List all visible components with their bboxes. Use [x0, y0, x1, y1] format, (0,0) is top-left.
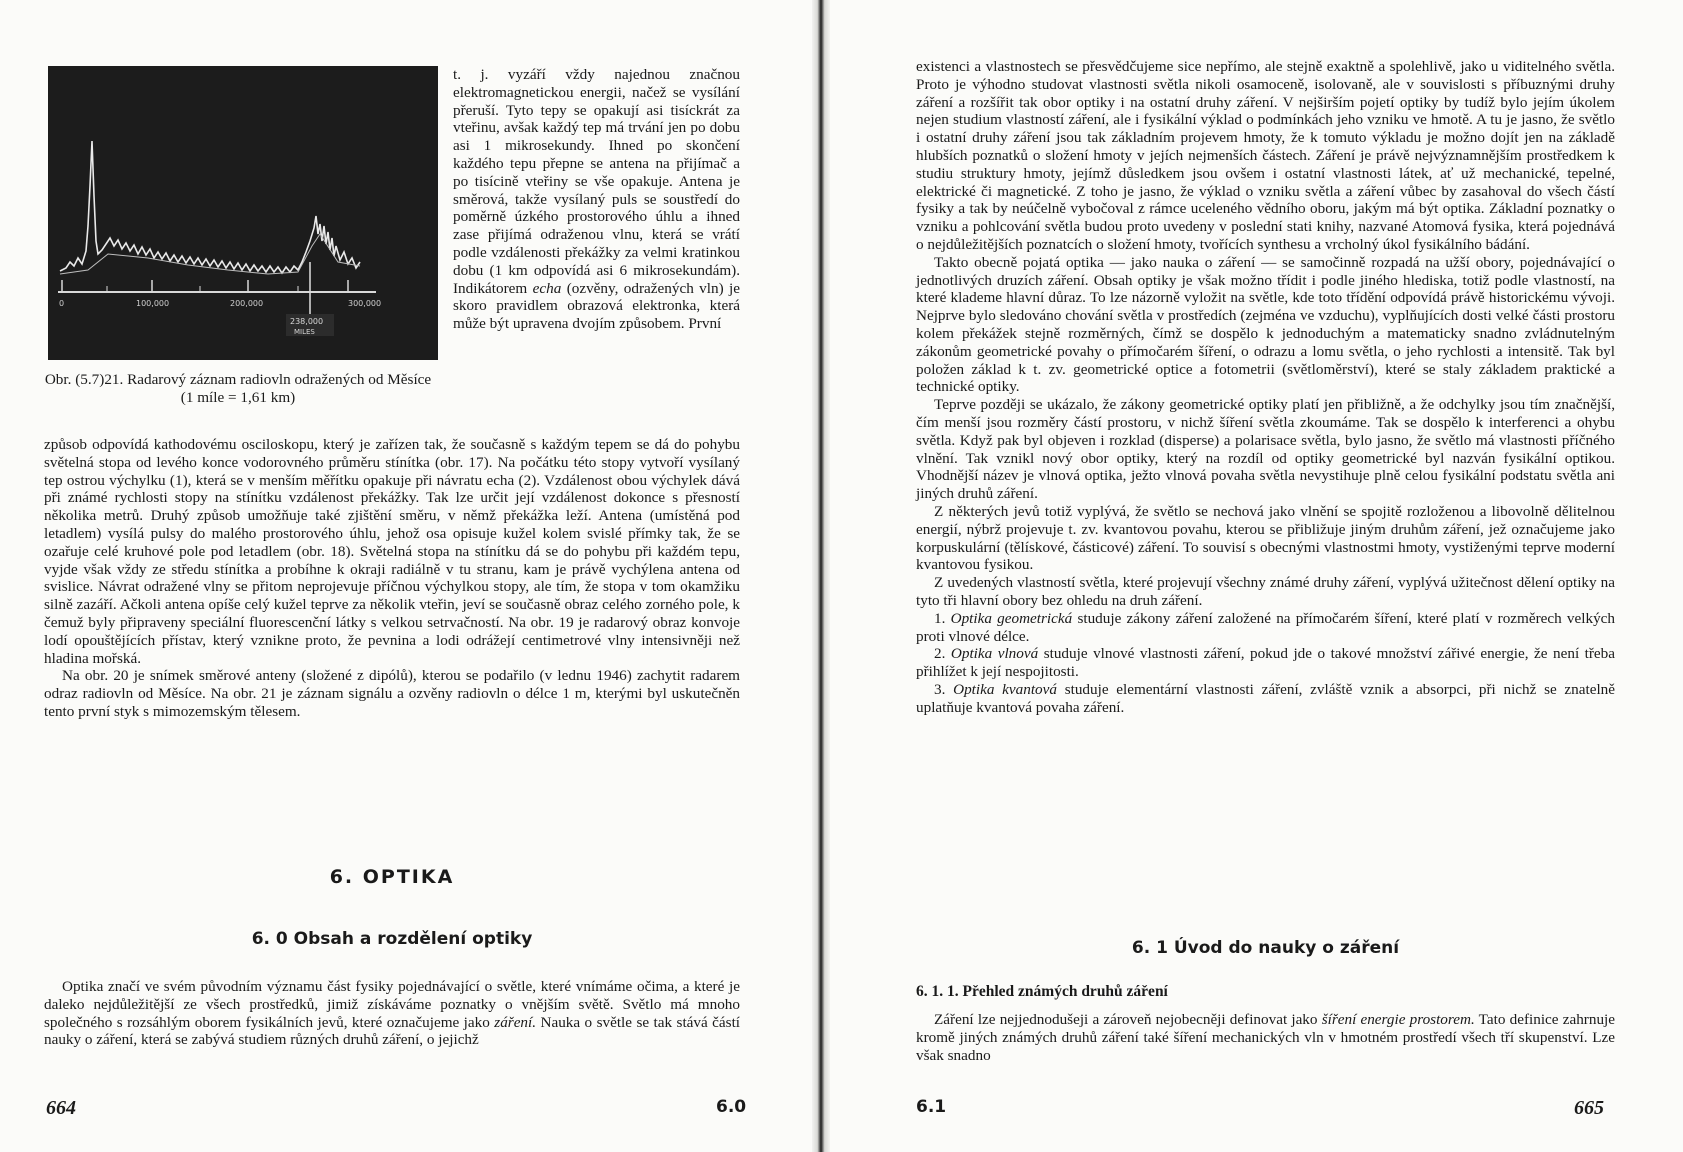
- radiation-text-column: [916, 1011, 1615, 1064]
- optics-list-item: [916, 681, 1615, 717]
- item-text: studuje elementární vlastnosti záření, zvláště vznik a absorpci, při nichž se znatelně uplatňuje kvantová povaha záření.: [916, 680, 1616, 716]
- radiation-definition: šíření energie prostorem.: [1321, 1011, 1475, 1028]
- optics-list-item: [916, 610, 1615, 646]
- radar-paragraph-2: Na obr. 20 je snímek směrové anteny (složené z dipólů), kterou se podařilo (v lednu 1946) zachytit radarem odraz radiovln od Měsíce. Na obr. 21 je záznam signálu a ozvěny radiovln o délce 1 m, kterými byl uskutečněn tento první styk s mimozemským tělesem.: [44, 667, 740, 720]
- optics-intro-paragraph: [44, 978, 740, 1049]
- optics-list-item: [916, 645, 1615, 681]
- item-number: 1.: [934, 609, 946, 627]
- figure-caption: Obr. (5.7)21. Radarový záznam radiovln odražených od Měsíce (1 míle = 1,61 km): [44, 371, 432, 406]
- item-term: Optika kvantová: [953, 680, 1057, 698]
- optics-paragraph-4: Z některých jevů totiž vyplývá, že světlo se nechová jako vlnění se spojitě rozloženou a libovolně dělitelnou energií, nýbrž projevuje t. zv. kvantovou povahu, kterou se přibližuje jiným druhům záření, jež označujeme jako korpuskulární (tělískové, částicové) záření. To souvisí s obecnými vlastnostmi hmoty, vystiženými teprve moderní kvantovou fysikou.: [916, 502, 1615, 574]
- figure-wrap-text: [453, 66, 740, 333]
- tick-label-300000: 300,000: [348, 299, 382, 308]
- item-text: studuje zákony záření založené na přímočarém šíření, které platí v rozměrech velkých proti vlnové délce.: [916, 609, 1616, 645]
- wrap-text-main: t. j. vyzáří vždy najednou značnou elektromagnetickou energii, načež se vysílání přeruší. Tyto tepy se opakují asi tisíckrát za vteřinu, avšak každý tep má trvání jen po dobu asi 1 mikrosekundy. Ihned po skončení každého tepu přepne se antena na přijímač a po tisícině vteřiny se vše opakuje. Antena je směrová, takže vysílaný puls se soustředí do poměrně úzkého prostorového úhlu a ihned zase přijímá odraženou vlnu, která se vrátí podle vzdálenosti překážky za velmi kratinkou dobu (1 km odpovídá asi 6 mikrosekundám). Indikátorem: [453, 66, 740, 297]
- section-title-6-0: 6. 0 Obsah a rozdělení optiky: [251, 929, 533, 949]
- optics-text-column: [916, 58, 1615, 716]
- page-number-left: 664: [46, 1097, 76, 1119]
- running-section-left: 6.0: [716, 1097, 747, 1117]
- subsection-title-6-1-1: 6. 1. 1. Přehled známých druhů záření: [916, 983, 1168, 1000]
- page-number-right: 665: [1574, 1097, 1604, 1119]
- item-number: 3.: [934, 680, 946, 698]
- tick-label-200000: 200,000: [230, 299, 264, 308]
- radiation-text-after: Tato definice zahrnuje kromě jiných známých druhů záření také šíření mechanických vln v hmotném prostředí všech tří skupenství. Lze však snadno: [916, 1011, 1615, 1064]
- radiation-text-before: Záření lze nejjednodušeji a zároveň nejobecněji definovat jako: [934, 1011, 1318, 1028]
- optics-paragraph-2: Takto obecně pojatá optika — jako nauka o záření — se samočinně rozpadá na užší obory, pojednávající o jednotlivých druzích záření. Obsah optiky je však možno třídit i podle jiného hlediska, totiž podle vlastností, na které klademe hlavní důraz. To lze názorně vyložit na světle, kde toto třídění odpovídá právě historickému vývoji. Nejprve bylo sledováno chování světla v prostředích (zejména ve vzduchu), vyplňujících dosti velké části prostoru kolem překážek stejně rozměrných, čímž se dospělo k jednoduchým a matematicky snadno zvládnutelným zákonům geometrické povahy o přímočarém šíření, o odrazu a lomu světla, o jeho rychlosti a intensitě. Tak byl položen základ k t. zv. geometrické optice a fotometrii (světloměrství), které se staly základem praktické a technické optiky.: [916, 253, 1615, 396]
- marker-label: 238,000: [290, 317, 324, 326]
- radar-trace-image: [48, 66, 438, 360]
- item-text: studuje vlnové vlastnosti záření, pokud jde o takové množství zářivé energie, že není třeba přihlížet k její nespojitosti.: [916, 645, 1616, 681]
- wrap-paragraph: [453, 66, 740, 333]
- running-section-right: 6.1: [916, 1097, 947, 1117]
- wrap-term-echa: echa: [532, 279, 562, 297]
- radar-text-column: [44, 436, 740, 721]
- optics-intro-column: [44, 978, 740, 1049]
- wrap-text-after: (ozvěny, odražených vln) je skoro pravidlem obrazová elektronka, která může být upravena dvojím způsobem. První: [453, 279, 740, 333]
- radar-record-figure: [48, 66, 438, 360]
- radiation-paragraph: [916, 1011, 1615, 1064]
- marker-sublabel: MILES: [294, 328, 315, 336]
- item-term: Optika geometrická: [950, 609, 1073, 627]
- right-page: [830, 0, 1683, 1152]
- intro-text-after: Nauka o světle se tak stává částí nauky o záření, která se zabývá studiem různých druhů záření, o jejichž: [44, 1013, 741, 1049]
- item-term: Optika vlnová: [950, 645, 1039, 663]
- section-title-6-1: 6. 1 Úvod do nauky o záření: [1131, 938, 1400, 958]
- intro-term-zareni: záření.: [494, 1013, 537, 1031]
- tick-label-0: 0: [59, 299, 65, 308]
- radar-paragraph-1: způsob odpovídá kathodovému osciloskopu, který je zařízen tak, že současně s každým tepem se dá do pohybu světelná stopa od levého konce vodorovného průměru stínítka (obr. 17). Na počátku této stopy vytvoří vysílaný tep ostrou výchylku (1), která se v menším měřítku opakuje při návratu echa (2). Vzdálenost obou výchylek dává při známé rychlosti stopy na stínítku vzdálenost překážky. Tak lze určit její vzdálenost dokonce s přesností několika metrů. Druhý způsob umožňuje také zjištění směru, v němž překážka leží. Antena (umístěná pod letadlem) vysílá pulsy do malého prostorového úhlu, jehož osa opisuje kužel kolem svislé přímky tak, že se ozařuje celé kruhové pole pod letadlem (obr. 18). Světelná stopa na stínítku dá se do pohybu při každém tepu, vyjde však vždy ze středu stínítka a probíhne k okraji radiálně v tu stranu, kam je právě vychýlena antena od svislice. Návrat odražené vlny se přitom neprojevuje příčnou výchylkou stopy, ale tím, že stopa v tom okamžiku silně zazáří. Ačkoli antena opíše celý kužel teprve za několik vteřin, jeví se současně obraz celého zorného pole, k čemuž byly připraveny speciální fluorescenční látky s velkou setrvačností. Na obr. 19 je radarový obraz konvoje lodí opouštějících přístav, který vznikne proto, že pevnina a lodi odrážejí centimetrové vlny intensivněji než hladina mořská.: [44, 436, 740, 667]
- book-gutter: [812, 0, 830, 1152]
- optics-paragraph-5: Z uvedených vlastností světla, které projevují všechny známé druhy záření, vyplývá užitečnost dělení optiky na tyto tři hlavní obory bez ohledu na druh záření.: [916, 574, 1615, 609]
- optics-paragraph-3: Teprve později se ukázalo, že zákony geometrické optiky platí jen přibližně, a že odchylky jsou tím značnější, čím menší jsou rozměry částí prostoru, v nichž šíření světla zkoumáme. Tak se dospělo k interferenci a ohybu světla. Když pak byl objeven i rozklad (disperse) a polarisace světla, bylo jasno, že světlo má vlastnosti příčného vlnění. Tak vznikl nový obor optiky, který na rozdíl od optiky geometrické byl nazván fysikální optikou. Vhodnější název je vlnová optika, ježto vlnová povaha světla nevystihuje plně celou fysikální podstatu světla ani jiných druhů záření.: [916, 396, 1615, 503]
- item-number: 2.: [934, 645, 946, 663]
- tick-label-100000: 100,000: [136, 299, 170, 308]
- intro-text-before: Optika značí ve svém původním významu část fysiky pojednávající o světle, které vnímáme očima, a které je daleko nejdůležitější ze všech prostředků, jimiž získáváme poznatky o vnějším světě. Světlo má mnoho společného s rozsáhlým oborem fysikálních jevů, které označujeme jako: [44, 978, 740, 1031]
- chapter-title: 6. OPTIKA: [329, 866, 455, 888]
- optics-paragraph-1: existenci a vlastnostech se přesvědčujeme sice nepřímo, ale stejně exaktně a spolehlivě, jako u viditelného světla. Proto je výhodno studovat vlastnosti světla nikoli osamoceně, isolovaně, ale v souvislosti s příbuznými druhy záření a rozšířit tak obor optiky i na ostatní druhy záření. V nejširším pojetí optiky by tudíž bylo jejím úkolem nejen studium vlastností záření, ale i fysikální výklad o podmínkách jeho vzniku ve hmotě. A tu je jasno, že světlo i ostatní druhy záření jsou tak základním projevem hmoty, že k tomuto výkladu je možno dojít jen na základě hlubších poznatků o složení hmoty v jejích nejmenších částech. Záření je právě nejvýznamnějším prostředkem k studiu struktury hmoty, jejímž důsledkem jsou ovšem i ostatní vlastnosti látek, ať už mechanické, tepelné, elektrické či magnetické. Z toho je jasno, že výklad o vzniku světla a záření vůbec by zasahoval do všech částí fysiky a tak by neúčelně vybočoval z rámce uceleného vědního oboru, jakým má být optika. Základní poznatky o vzniku a pohlcování světla budou proto uvedeny v poslední stati knihy, nazvané Atomová fysika, která pojednává o nejdůležitějších poznatcích o složení hmoty, tvořících synthesu a vrcholný úkol fysikálního bádání.: [916, 58, 1615, 253]
- left-page: [0, 0, 812, 1152]
